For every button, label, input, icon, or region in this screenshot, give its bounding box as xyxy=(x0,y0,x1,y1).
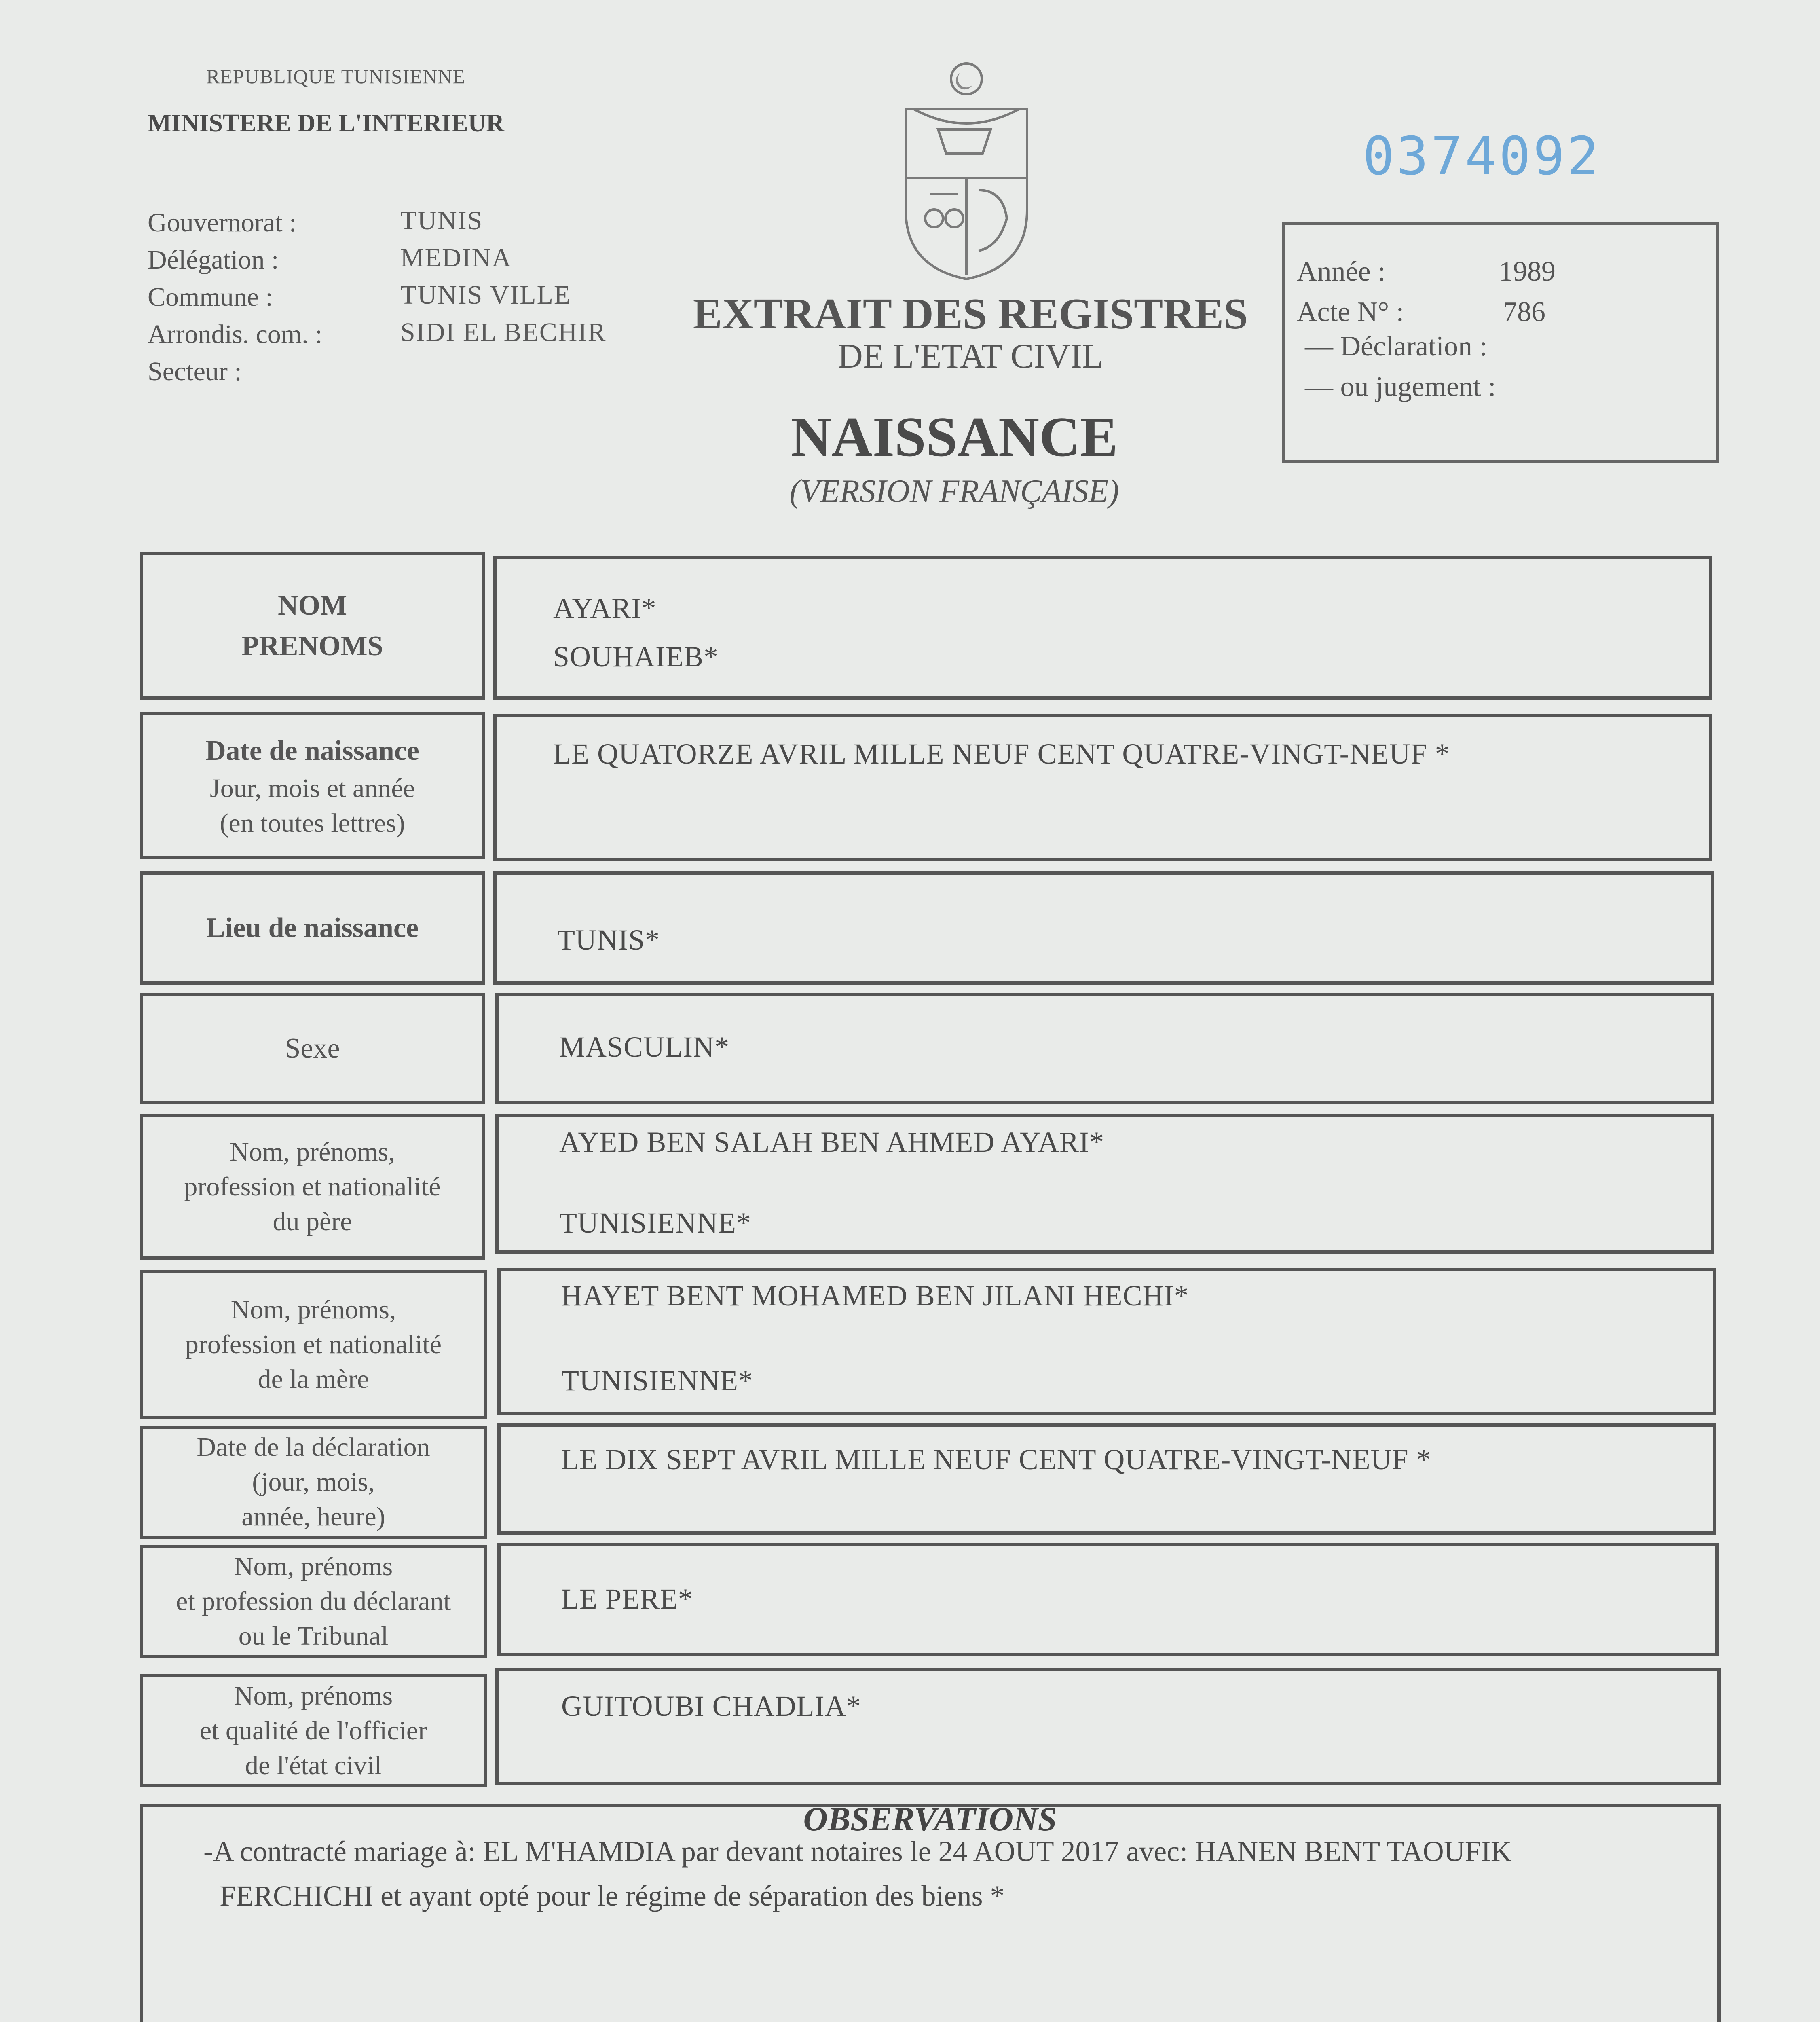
ministry-header: MINISTERE DE L'INTERIEUR xyxy=(148,110,504,137)
annee-label: Année : xyxy=(1297,256,1386,287)
jugement-label: — ou jugement : xyxy=(1305,371,1496,402)
label-sexe xyxy=(140,993,485,1104)
label-declarant-line3: ou le Tribunal xyxy=(238,1621,389,1651)
admin-value-commune: TUNIS VILLE xyxy=(400,280,571,310)
admin-label-delegation: Délégation : xyxy=(148,245,279,275)
observations-title: OBSERVATIONS xyxy=(803,1800,1057,1838)
admin-value-gouvernorat: TUNIS xyxy=(400,206,483,235)
label-date-declaration-line3: année, heure) xyxy=(241,1502,385,1531)
admin-label-arrondissement: Arrondis. com. : xyxy=(148,319,323,349)
title-naissance: NAISSANCE xyxy=(791,406,1118,468)
label-mere-line3: de la mère xyxy=(258,1364,369,1394)
title-etat-civil: DE L'ETAT CIVIL xyxy=(837,336,1103,375)
value-prenoms: SOUHAIEB* xyxy=(553,641,719,673)
admin-labels xyxy=(148,204,323,390)
observations-box xyxy=(140,1800,1721,2022)
acte-number-value: 786 xyxy=(1503,296,1545,328)
value-pere-nationality: TUNISIENNE* xyxy=(559,1207,751,1239)
label-lieu-naissance xyxy=(140,871,485,985)
admin-value-arrondissement: SIDI EL BECHIR xyxy=(400,317,607,347)
value-mere xyxy=(497,1268,1716,1415)
label-pere-line3: du père xyxy=(273,1207,352,1236)
label-date-declaration-line2: (jour, mois, xyxy=(252,1467,375,1497)
label-pere-line1: Nom, prénoms, xyxy=(230,1137,395,1167)
value-declarant xyxy=(497,1543,1719,1656)
label-date-declaration xyxy=(140,1426,487,1539)
value-date-naissance-text: LE QUATORZE AVRIL MILLE NEUF CENT QUATRE-VINGT-NEUF * xyxy=(553,738,1450,770)
label-date-naissance xyxy=(140,712,485,859)
value-pere xyxy=(495,1114,1714,1254)
admin-label-secteur: Secteur : xyxy=(148,357,242,386)
value-nom-prenoms xyxy=(493,556,1712,700)
value-officier-text: GUITOUBI CHADLIA* xyxy=(561,1690,861,1722)
label-officier-line3: de l'état civil xyxy=(245,1751,382,1780)
label-mere-line2: profession et nationalité xyxy=(185,1330,442,1359)
annee-value: 1989 xyxy=(1499,256,1556,287)
value-declarant-text: LE PERE* xyxy=(561,1583,693,1615)
value-nom: AYARI* xyxy=(553,592,657,624)
acte-box xyxy=(1282,222,1719,463)
admin-value-delegation: MEDINA xyxy=(400,243,512,273)
value-lieu-naissance-text: TUNIS* xyxy=(557,924,660,956)
coat-of-arms-emblem xyxy=(890,57,1043,283)
label-date-naissance-sub1: Jour, mois et année xyxy=(210,773,415,803)
title-version-francaise: (VERSION FRANÇAISE) xyxy=(789,474,1119,509)
label-lieu-naissance-title: Lieu de naissance xyxy=(206,912,419,943)
admin-label-commune: Commune : xyxy=(148,282,273,312)
value-date-naissance xyxy=(493,714,1712,861)
label-nom: NOM xyxy=(277,590,347,621)
value-date-declaration-text: LE DIX SEPT AVRIL MILLE NEUF CENT QUATRE-VINGT-NEUF * xyxy=(561,1443,1431,1476)
serial-number: 0374092 xyxy=(1363,125,1601,187)
label-pere xyxy=(140,1114,485,1260)
label-date-naissance-title: Date de naissance xyxy=(205,735,419,766)
admin-values xyxy=(400,202,607,351)
label-declarant-line2: et profession du déclarant xyxy=(176,1586,451,1616)
value-mere-nationality: TUNISIENNE* xyxy=(561,1364,753,1397)
declaration-label: — Déclaration : xyxy=(1305,331,1487,362)
value-mere-name: HAYET BENT MOHAMED BEN JILANI HECHI* xyxy=(561,1280,1189,1312)
label-pere-line2: profession et nationalité xyxy=(184,1172,441,1201)
admin-label-gouvernorat: Gouvernorat : xyxy=(148,208,297,237)
title-extrait: EXTRAIT DES REGISTRES xyxy=(693,290,1248,338)
label-date-declaration-line1: Date de la déclaration xyxy=(197,1432,430,1462)
label-sexe-title: Sexe xyxy=(285,1032,340,1064)
observations-line1: -A contracté mariage à: EL M'HAMDIA par devant notaires le 24 AOUT 2017 avec: HANEN BENT TAOUFIK xyxy=(203,1835,1512,1868)
label-nom-prenoms xyxy=(140,552,485,700)
acte-number-label: Acte N° : xyxy=(1297,296,1404,328)
label-declarant xyxy=(140,1545,487,1658)
label-date-naissance-sub2: (en toutes lettres) xyxy=(220,808,405,838)
label-officier-line1: Nom, prénoms xyxy=(234,1681,393,1711)
value-pere-name: AYED BEN SALAH BEN AHMED AYARI* xyxy=(559,1126,1104,1158)
label-officier xyxy=(140,1674,487,1787)
observations-line2: FERCHICHI et ayant opté pour le régime de séparation des biens * xyxy=(220,1880,1005,1912)
value-sexe xyxy=(495,993,1714,1104)
label-mere xyxy=(140,1270,487,1419)
label-officier-line2: et qualité de l'officier xyxy=(199,1716,427,1745)
value-date-declaration xyxy=(497,1423,1716,1535)
value-lieu-naissance xyxy=(493,871,1714,985)
label-mere-line1: Nom, prénoms, xyxy=(230,1295,396,1324)
label-declarant-line1: Nom, prénoms xyxy=(234,1552,393,1581)
label-prenoms: PRENOMS xyxy=(241,630,383,662)
value-sexe-text: MASCULIN* xyxy=(559,1031,730,1063)
value-officier xyxy=(495,1668,1721,1785)
republic-header: REPUBLIQUE TUNISIENNE xyxy=(206,65,465,88)
